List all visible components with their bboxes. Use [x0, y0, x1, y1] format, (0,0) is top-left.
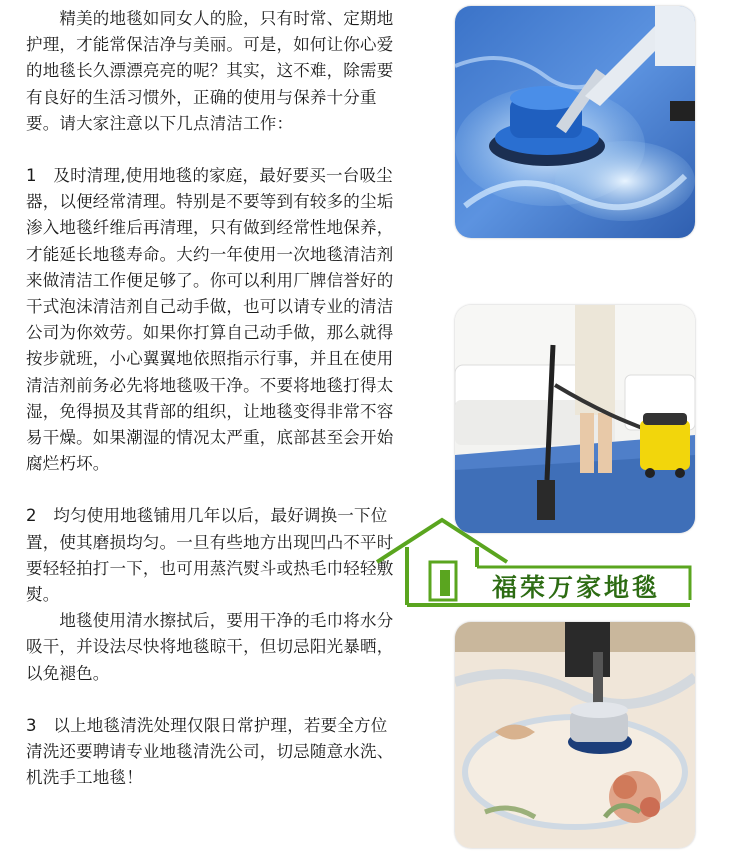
tip-1-paragraph: 1 及时清理,使用地毯的家庭，最好要买一台吸尘器，以便经常清理。特别是不要等到有较多的尘垢渗入地毯纤维后再清理，只有做到经常性地保养，才能延长地毯寿命。大约一年使用一次地毯清洁剂来做清洁工作便足够了。你可以利用厂牌信誉好的干式泡沫清洁剂自己动手做，也可以请专业的清洁公司为你效劳。如果你打算自己动手做，那么就得按步就班，小心翼翼地依照指示行事，并且在使用清洁剂前务必先将地毯吸干净。不要将地毯打得太湿，免得损及其背部的组织，让地毯变得非常不容易干燥。如果潮湿的情况太严重，底部甚至会开始腐烂朽坏。: [26, 166, 394, 474]
tip-2-paragraph: 2 均匀使用地毯铺用几年以后，最好调换一下位置，使其磨损均匀。一旦有些地方出现凹凸不平时要轻轻拍打一下，也可用蒸汽熨斗或热毛巾轻轻敷熨。: [26, 506, 394, 605]
intro-paragraph: 精美的地毯如同女人的脸，只有时常、定期地护理，才能常保洁净与美丽。可是，如何让你心爱的地毯长久漂漂亮亮的呢？其实，这不难，除需要有良好的生活习惯外，正确的使用与保养十分重要。请大家注意以下几点清洁工作：: [26, 9, 394, 133]
tip-3-paragraph: 3 以上地毯清洗处理仅限日常护理，若要全方位清洗还要聘请专业地毯清洗公司，切忌随意水洗、机洗手工地毯！: [26, 715, 394, 788]
brand-name: 福荣万家地毯: [492, 573, 661, 602]
spacer: [26, 687, 398, 713]
vacuum-cleaning-photo: [455, 305, 695, 533]
article-body: [26, 6, 398, 791]
tip-2-followup-paragraph: 地毯使用清水擦拭后，要用干净的毛巾将水分吸干，并设法尽快将地毯晾干，但切忌阳光暴晒，以免褪色。: [26, 611, 394, 683]
spacer: [26, 137, 398, 163]
carpet-scrubber-photo: [455, 6, 695, 238]
spacer: [26, 477, 398, 503]
floral-carpet-cleaning-photo: [455, 622, 695, 848]
